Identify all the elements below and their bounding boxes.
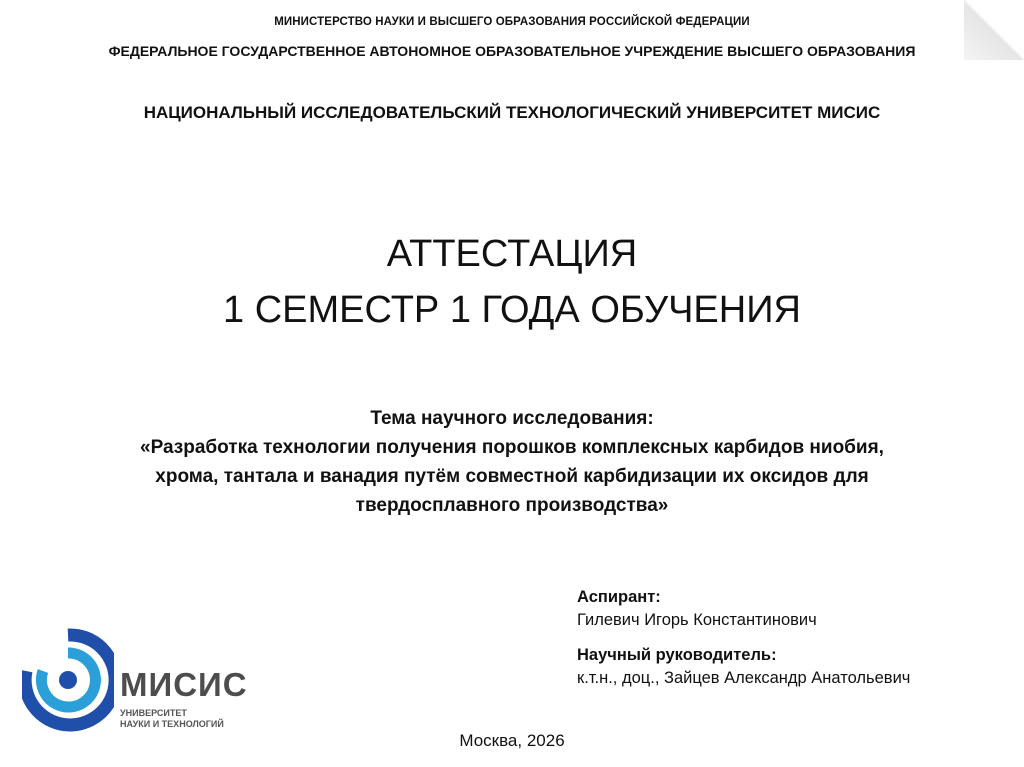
logo-subtitle — [120, 708, 224, 730]
advisor-block — [577, 644, 910, 690]
topic-line-2: хрома, тантала и ванадия путём совместной карбидизации их оксидов для — [155, 466, 869, 487]
logo-name: МИСИС — [120, 666, 248, 703]
topic-heading: Тема научного исследования: — [370, 408, 654, 429]
university-heading: НАЦИОНАЛЬНЫЙ ИССЛЕДОВАТЕЛЬСКИЙ ТЕХНОЛОГИЧЕСКИЙ УНИВЕРСИТЕТ МИСИС — [143, 103, 881, 122]
title-line-2: 1 СЕМЕСТР 1 ГОДА ОБУЧЕНИЯ — [223, 289, 801, 331]
misis-logo — [22, 626, 262, 744]
advisor-name: к.т.н., доц., Зайцев Александр Анатольевич — [577, 669, 911, 687]
research-topic — [40, 404, 984, 520]
people-block — [577, 586, 910, 702]
logo-subtitle-line-2: НАУКИ И ТЕХНОЛОГИЙ — [120, 719, 224, 729]
title-line-1: АТТЕСТАЦИЯ — [386, 233, 638, 275]
student-name: Гилевич Игорь Константинович — [577, 611, 817, 629]
misis-emblem-icon — [22, 626, 114, 744]
logo-subtitle-line-1: УНИВЕРСИТЕТ — [120, 708, 187, 718]
student-label: Аспирант: — [577, 588, 661, 606]
advisor-label: Научный руководитель: — [577, 646, 777, 664]
city-year: Москва, 2026 — [459, 731, 565, 750]
ministry-heading: МИНИСТЕРСТВО НАУКИ И ВЫСШЕГО ОБРАЗОВАНИЯ РОССИЙСКОЙ ФЕДЕРАЦИИ — [274, 16, 750, 28]
student-block — [577, 586, 910, 632]
federal-institution-heading: ФЕДЕРАЛЬНОЕ ГОСУДАРСТВЕННОЕ АВТОНОМНОЕ ОБРАЗОВАТЕЛЬНОЕ УЧРЕЖДЕНИЕ ВЫСШЕГО ОБРАЗОВАНИЯ — [108, 43, 916, 59]
topic-line-3: твердосплавного производства» — [355, 495, 669, 516]
page-title — [0, 226, 1024, 338]
topic-line-1: «Разработка технологии получения порошков комплексных карбидов ниобия, — [140, 437, 884, 458]
